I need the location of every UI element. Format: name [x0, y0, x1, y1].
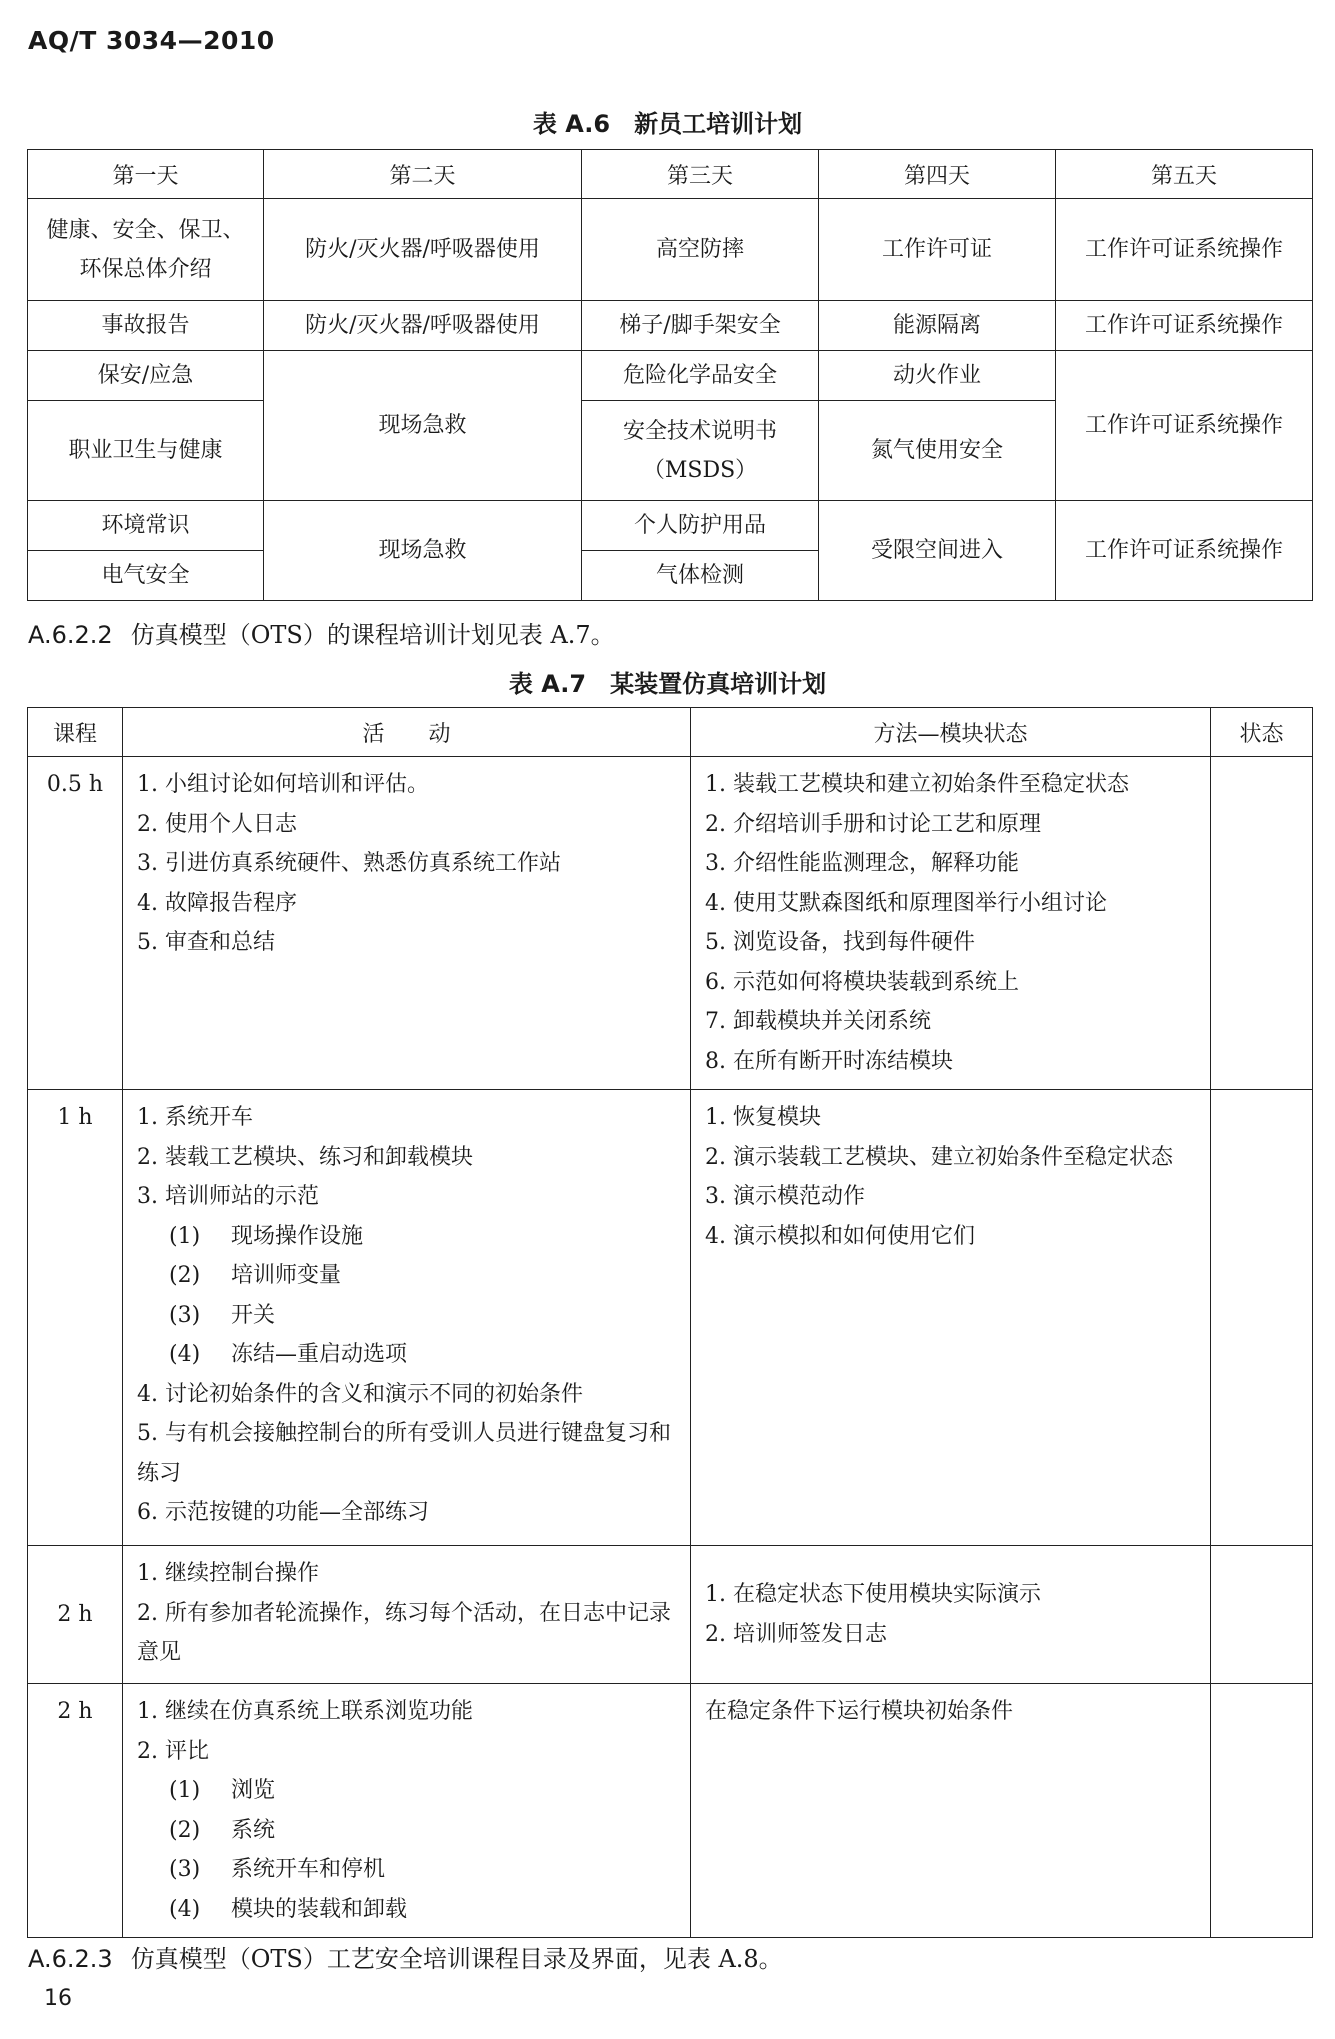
table-cell: 梯子/脚手架安全 [582, 301, 819, 351]
sub-item [137, 1850, 676, 1890]
clause-a6-2-3 [28, 1944, 783, 1974]
sub-item-number: (3) [169, 1302, 201, 1328]
header-course: 课程 [28, 708, 123, 757]
list-item: 4. 演示模拟和如何使用它们 [705, 1223, 975, 1249]
table-cell: 受限空间进入 [819, 501, 1056, 601]
list-item: 5. 与有机会接触控制台的所有受训人员进行键盘复习和练习 [137, 1421, 671, 1486]
sub-item [137, 1771, 676, 1811]
list-item: 2. 所有参加者轮流操作，练习每个活动，在日志中记录意见 [137, 1600, 671, 1665]
sub-item-number: (4) [169, 1896, 201, 1922]
table-cell: 环境常识 [28, 501, 264, 551]
list-item: 在稳定条件下运行模块初始条件 [705, 1699, 1014, 1724]
sub-item [137, 1335, 676, 1375]
table-cell: 工作许可证系统操作 [1056, 199, 1313, 301]
method-cell [691, 1090, 1211, 1546]
header-day-3: 第三天 [582, 150, 819, 199]
list-item: 4. 故障报告程序 [137, 890, 297, 916]
course-hours: 1 h [28, 1090, 123, 1546]
header-day-4: 第四天 [819, 150, 1056, 199]
status-cell [1211, 1684, 1313, 1938]
header-day-1: 第一天 [28, 150, 264, 199]
table-cell: 安全技术说明书（MSDS） [582, 401, 819, 501]
list-item: 4. 讨论初始条件的含义和演示不同的初始条件 [137, 1381, 583, 1407]
method-cell [691, 757, 1211, 1090]
list-item: 3. 演示模范动作 [705, 1184, 865, 1209]
list-item: 6. 示范按键的功能—全部练习 [137, 1500, 429, 1525]
method-cell [691, 1684, 1211, 1938]
table-a6-row [28, 301, 1313, 351]
table-cell: 氮气使用安全 [819, 401, 1056, 501]
clause-text: 仿真模型（OTS）工艺安全培训课程目录及界面，见表 A.8。 [130, 1945, 783, 1973]
standard-code: AQ/T 3034—2010 [28, 26, 275, 55]
list-item: 5. 浏览设备，找到每件硬件 [705, 930, 975, 955]
sub-item [137, 1256, 676, 1296]
sub-item-number: (2) [169, 1817, 201, 1843]
table-a7-caption: 表 A.7 某装置仿真培训计划 [508, 670, 827, 698]
table-cell: 现场急救 [264, 351, 582, 501]
sub-item [137, 1890, 676, 1930]
clause-number: A.6.2.2 [28, 621, 113, 649]
sub-item [137, 1217, 676, 1257]
table-cell: 事故报告 [28, 301, 264, 351]
header-status: 状态 [1211, 708, 1313, 757]
table-cell: 气体检测 [582, 551, 819, 601]
table-a6-header-row [28, 150, 1313, 199]
activity-cell [123, 1546, 691, 1684]
list-item: 8. 在所有断开时冻结模块 [705, 1048, 953, 1074]
status-cell [1211, 757, 1313, 1090]
table-cell: 动火作业 [819, 351, 1056, 401]
header-method: 方法—模块状态 [691, 708, 1211, 757]
header-day-2: 第二天 [264, 150, 582, 199]
list-item: 1. 恢复模块 [705, 1105, 821, 1130]
table-cell: 电气安全 [28, 551, 264, 601]
course-hours: 0.5 h [28, 757, 123, 1090]
list-item: 4. 使用艾默森图纸和原理图举行小组讨论 [705, 890, 1107, 916]
table-cell: 保安/应急 [28, 351, 264, 401]
table-a6-row [28, 199, 1313, 301]
status-cell [1211, 1546, 1313, 1684]
table-a6-row [28, 501, 1313, 551]
table-row [28, 1684, 1313, 1938]
clause-number: A.6.2.3 [28, 1945, 113, 1973]
table-cell: 高空防摔 [582, 199, 819, 301]
list-item: 1. 继续控制台操作 [137, 1561, 319, 1586]
table-cell: 个人防护用品 [582, 501, 819, 551]
sub-item [137, 1296, 676, 1336]
clause-a6-2-2 [28, 620, 615, 650]
list-item: 2. 介绍培训手册和讨论工艺和原理 [705, 811, 1041, 837]
table-cell: 健康、安全、保卫、环保总体介绍 [28, 199, 264, 301]
header-day-5: 第五天 [1056, 150, 1313, 199]
table-a7-header-row [28, 708, 1313, 757]
activity-cell [123, 757, 691, 1090]
activity-cell [123, 1684, 691, 1938]
list-item: 1. 装载工艺模块和建立初始条件至稳定状态 [705, 772, 1129, 797]
table-row [28, 1090, 1313, 1546]
table-cell: 工作许可证系统操作 [1056, 501, 1313, 601]
table-a6 [27, 149, 1313, 601]
sub-item-text: 系统 [231, 1817, 276, 1843]
table-a6-row [28, 351, 1313, 401]
sub-item [137, 1811, 676, 1851]
sub-item-text: 浏览 [231, 1778, 276, 1803]
sub-item-number: (1) [169, 1778, 201, 1803]
table-row [28, 1546, 1313, 1684]
list-item: 1. 系统开车 [137, 1105, 253, 1130]
sub-item-text: 开关 [231, 1302, 276, 1328]
list-item: 3. 引进仿真系统硬件、熟悉仿真系统工作站 [137, 851, 561, 876]
list-item: 2. 演示装载工艺模块、建立初始条件至稳定状态 [705, 1144, 1173, 1170]
method-cell [691, 1546, 1211, 1684]
table-cell: 工作许可证系统操作 [1056, 301, 1313, 351]
status-cell [1211, 1090, 1313, 1546]
list-item: 3. 培训师站的示范 [137, 1184, 319, 1209]
sub-item-number: (3) [169, 1857, 201, 1882]
course-hours: 2 h [28, 1684, 123, 1938]
list-item: 2. 使用个人日志 [137, 811, 297, 837]
list-item: 2. 评比 [137, 1738, 209, 1764]
table-cell: 职业卫生与健康 [28, 401, 264, 501]
list-item: 1. 继续在仿真系统上联系浏览功能 [137, 1699, 473, 1724]
table-row [28, 757, 1313, 1090]
list-item: 2. 培训师签发日志 [705, 1621, 887, 1647]
sub-item-number: (1) [169, 1223, 201, 1249]
list-item: 7. 卸载模块并关闭系统 [705, 1009, 931, 1034]
list-item: 1. 在稳定状态下使用模块实际演示 [705, 1582, 1041, 1607]
sub-item-text: 现场操作设施 [231, 1223, 364, 1249]
table-cell: 工作许可证 [819, 199, 1056, 301]
table-cell: 现场急救 [264, 501, 582, 601]
list-item: 2. 装载工艺模块、练习和卸载模块 [137, 1144, 473, 1170]
list-item: 5. 审查和总结 [137, 930, 275, 955]
table-cell: 防火/灭火器/呼吸器使用 [264, 199, 582, 301]
sub-item-number: (2) [169, 1263, 201, 1288]
list-item: 3. 介绍性能监测理念，解释功能 [705, 851, 1019, 876]
table-cell: 能源隔离 [819, 301, 1056, 351]
list-item: 1. 小组讨论如何培训和评估。 [137, 772, 429, 797]
table-a7 [27, 707, 1313, 1938]
list-item: 6. 示范如何将模块装载到系统上 [705, 969, 1019, 995]
table-cell: 防火/灭火器/呼吸器使用 [264, 301, 582, 351]
table-cell: 工作许可证系统操作 [1056, 351, 1313, 501]
page-number: 16 [44, 1986, 72, 2011]
header-activity: 活 动 [123, 708, 691, 757]
table-a6-caption: 表 A.6 新员工培训计划 [532, 110, 803, 138]
sub-item-text: 系统开车和停机 [231, 1857, 386, 1882]
activity-cell [123, 1090, 691, 1546]
clause-text: 仿真模型（OTS）的课程培训计划见表 A.7。 [130, 621, 615, 649]
sub-item-text: 培训师变量 [231, 1263, 342, 1288]
sub-item-text: 模块的装载和卸载 [231, 1896, 408, 1922]
table-cell: 危险化学品安全 [582, 351, 819, 401]
sub-item-text: 冻结—重启动选项 [231, 1342, 408, 1367]
course-hours: 2 h [28, 1546, 123, 1684]
sub-item-number: (4) [169, 1342, 201, 1367]
